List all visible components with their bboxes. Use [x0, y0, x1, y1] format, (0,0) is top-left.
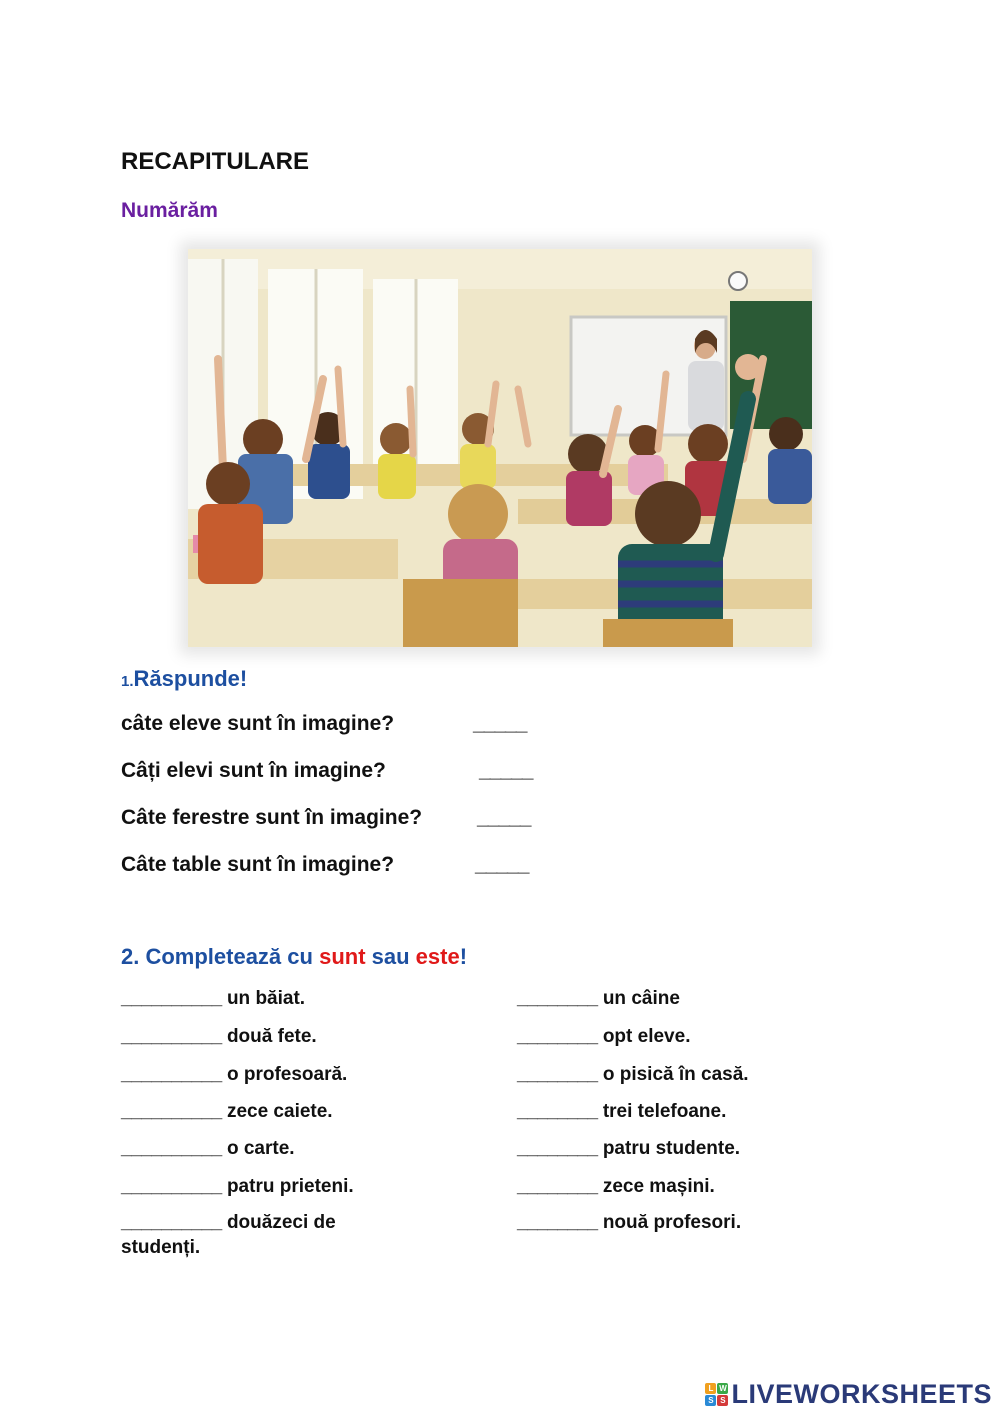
right-item-1 [517, 988, 680, 1010]
fill-blank[interactable]: __________ [121, 1212, 222, 1233]
fill-blank[interactable]: __________ [121, 1064, 222, 1085]
answer-blank-4[interactable]: _____ [475, 853, 529, 876]
fill-blank[interactable]: __________ [121, 988, 222, 1009]
fill-blank[interactable]: ________ [517, 1138, 598, 1159]
answer-blank-3[interactable]: _____ [477, 806, 531, 829]
question-4: Câte table sunt în imagine? [121, 853, 395, 876]
fill-blank[interactable]: ________ [517, 1212, 598, 1233]
section1-title: Răspunde! [133, 666, 248, 691]
logo-mark-icon: L W S S [705, 1383, 728, 1406]
fill-blank[interactable]: ________ [517, 1176, 598, 1197]
question-2: Câți elevi sunt în imagine? [121, 759, 386, 782]
left-item-6 [121, 1176, 354, 1198]
fill-blank[interactable]: ________ [517, 1064, 598, 1085]
right-item-7 [517, 1212, 741, 1234]
fill-text: zece mașini. [602, 1176, 715, 1197]
fill-text: zece caiete. [226, 1101, 333, 1122]
fill-text: patru studente. [602, 1138, 741, 1159]
left-item-1 [121, 988, 305, 1010]
left-item-7-continuation: studenți. [121, 1237, 201, 1258]
left-item-2 [121, 1026, 317, 1048]
fill-text: un câine [602, 988, 680, 1009]
answer-blank-2[interactable]: _____ [479, 759, 533, 782]
right-item-2 [517, 1026, 690, 1048]
logo-text: LIVEWORKSHEETS [731, 1379, 992, 1409]
section1-number: 1. [121, 673, 134, 690]
right-item-4 [517, 1101, 726, 1123]
section2-heading [121, 944, 467, 970]
section2-title-end: ! [459, 944, 468, 969]
fill-blank[interactable]: ________ [517, 988, 598, 1009]
fill-text: patru prieteni. [226, 1176, 354, 1197]
fill-blank[interactable]: __________ [121, 1176, 222, 1197]
page-subtitle: Numărăm [121, 199, 218, 222]
left-item-3 [121, 1064, 347, 1086]
fill-text: o pisică în casă. [602, 1064, 749, 1085]
answer-blank-1[interactable]: _____ [473, 712, 527, 735]
liveworksheets-logo [705, 1379, 992, 1410]
classroom-photo [188, 249, 812, 647]
page-title: RECAPITULARE [121, 148, 310, 175]
fill-blank[interactable]: ________ [517, 1101, 598, 1122]
section1-heading [121, 666, 247, 692]
fill-text: două fete. [226, 1026, 317, 1047]
fill-text: un băiat. [226, 988, 306, 1009]
fill-text: nouă profesori. [602, 1212, 742, 1233]
right-item-5 [517, 1138, 740, 1160]
fill-text: opt eleve. [602, 1026, 691, 1047]
fill-blank[interactable]: ________ [517, 1026, 598, 1047]
fill-text: douăzeci de [226, 1212, 336, 1233]
fill-text: o profesoară. [226, 1064, 348, 1085]
fill-blank[interactable]: __________ [121, 1138, 222, 1159]
section2-title-start: 2. Completează cu [121, 944, 320, 969]
question-1: câte eleve sunt în imagine? [121, 712, 395, 735]
right-item-3 [517, 1064, 749, 1086]
right-item-6 [517, 1176, 715, 1198]
left-item-5 [121, 1138, 295, 1160]
section2-title-middle: sau [365, 944, 416, 969]
section2-word-sunt: sunt [319, 944, 366, 969]
left-item-7 [121, 1212, 336, 1234]
question-3: Câte ferestre sunt în imagine? [121, 806, 423, 829]
fill-blank[interactable]: __________ [121, 1026, 222, 1047]
fill-text: o carte. [226, 1138, 295, 1159]
fill-blank[interactable]: __________ [121, 1101, 222, 1122]
fill-text: trei telefoane. [602, 1101, 727, 1122]
left-item-4 [121, 1101, 333, 1123]
section2-word-este: este [415, 944, 460, 969]
